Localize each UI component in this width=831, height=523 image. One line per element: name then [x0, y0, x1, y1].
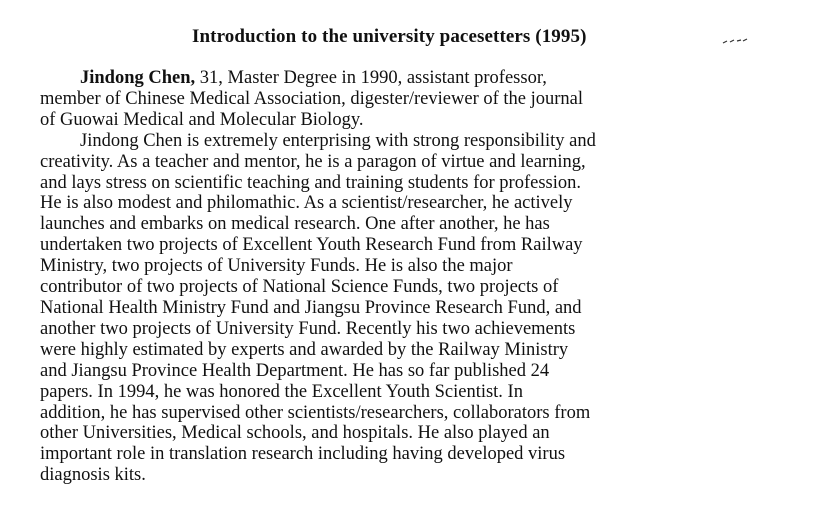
paragraph2-line: Jindong Chen is extremely enterprising with strong responsibility and — [80, 130, 596, 151]
paragraph2-line: addition, he has supervised other scientists/researchers, collaborators from — [40, 402, 591, 423]
paragraph2-line: Ministry, two projects of University Funds. He is also the major — [40, 256, 513, 277]
paragraph2-line: papers. In 1994, he was honored the Excellent Youth Scientist. In — [40, 381, 523, 402]
paragraph1-line1-rest: 31, Master Degree in 1990, assistant professor, — [195, 68, 547, 88]
paragraph2-line: launches and embarks on medical research. One after another, he has — [40, 214, 550, 235]
document-title: Introduction to the university pacesetters (1995) — [192, 26, 587, 47]
paragraph2-line: and Jiangsu Province Health Department. He has so far published 24 — [40, 360, 550, 381]
paragraph2-line: and lays stress on scientific teaching and training students for profession. — [40, 172, 581, 193]
paragraph2-line: National Health Ministry Fund and Jiangsu Province Research Fund, and — [40, 297, 582, 318]
paragraph2-line: diagnosis kits. — [40, 465, 146, 486]
paragraph2-line: were highly estimated by experts and awarded by the Railway Ministry — [40, 339, 569, 360]
paragraph1-line1 — [40, 68, 830, 89]
paragraph2-line: other Universities, Medical schools, and hospitals. He also played an — [40, 423, 550, 444]
handwritten-mark — [722, 37, 748, 45]
paragraph2-line: He is also modest and philomathic. As a scientist/researcher, he actively — [40, 193, 573, 214]
paragraph2-line: undertaken two projects of Excellent Youth Research Fund from Railway — [40, 235, 583, 256]
paragraph1-line2: member of Chinese Medical Association, digester/reviewer of the journal — [40, 88, 584, 109]
document-body — [40, 68, 830, 486]
person-name: Jindong Chen, — [80, 68, 196, 88]
paragraph2-line: another two projects of University Fund. Recently his two achievements — [40, 318, 576, 339]
paragraph2-line: contributor of two projects of National Science Funds, two projects of — [40, 277, 559, 298]
paragraph2-line: important role in translation research including having developed virus — [40, 444, 566, 465]
paragraph2-line: creativity. As a teacher and mentor, he is a paragon of virtue and learning, — [40, 151, 586, 172]
paragraph1-line3: of Guowai Medical and Molecular Biology. — [40, 109, 364, 130]
